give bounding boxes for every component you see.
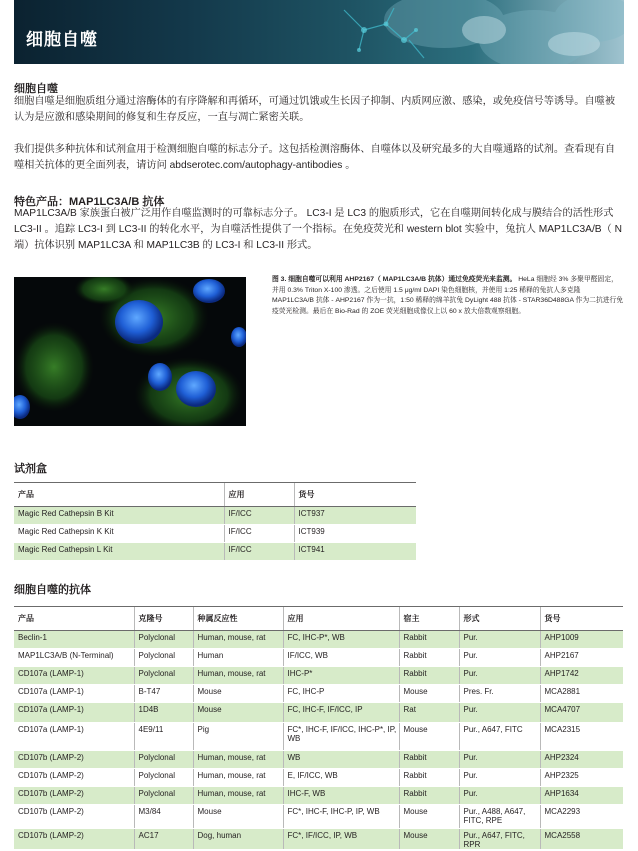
table-cell: IF/ICC, WB [283,649,399,667]
table-cell: MCA2558 [540,829,623,850]
table-cell: 1D4B [134,703,193,723]
ab-col-catalog: 货号 [540,607,623,631]
table-cell: FC*, IHC-F, IHC-P, IP, WB [283,805,399,829]
table-row [14,829,623,850]
table-row [14,631,623,649]
table-cell: Human, mouse, rat [193,631,283,649]
table-cell: Pres. Fr. [459,685,540,703]
table-cell: Pur. [459,769,540,787]
table-cell: Polyclonal [134,751,193,769]
kits-table [14,482,416,561]
table-cell: Polyclonal [134,649,193,667]
figure-caption [272,275,624,317]
table-cell: ICT939 [294,525,416,543]
ab-col-reactivity: 种属反应性 [193,607,283,631]
ab-col-application: 应用 [283,607,399,631]
table-cell: MCA2315 [540,723,623,751]
header-banner [14,0,624,64]
table-cell: MAP1LC3A/B (N-Terminal) [14,649,134,667]
table-cell: Magic Red Cathepsin K Kit [14,525,224,543]
table-cell: Pur. [459,751,540,769]
table-row [14,525,416,543]
table-cell: Polyclonal [134,667,193,685]
kits-col-application: 应用 [224,483,294,507]
table-cell: MCA4707 [540,703,623,723]
table-cell: Mouse [193,685,283,703]
table-cell: MCA2881 [540,685,623,703]
table-cell: FC, IHC-P [283,685,399,703]
kits-col-catalog: 货号 [294,483,416,507]
table-cell: Rabbit [399,649,459,667]
table-cell: AHP1742 [540,667,623,685]
table-cell: IF/ICC [224,543,294,561]
table-cell: Magic Red Cathepsin L Kit [14,543,224,561]
table-cell: Mouse [193,703,283,723]
table-cell: Pur. [459,667,540,685]
table-cell: Rabbit [399,667,459,685]
table-cell: Pur. [459,787,540,805]
table-cell: Human, mouse, rat [193,787,283,805]
ab-col-format: 形式 [459,607,540,631]
table-cell: FC*, IHC-F, IF/ICC, IHC-P*, IP, WB [283,723,399,751]
table-cell: AHP2167 [540,649,623,667]
micrograph-image [14,277,246,426]
table-row [14,667,623,685]
table-cell: Rabbit [399,769,459,787]
featured-heading: 特色产品：MAP1LC3A/B 抗体 [14,196,165,208]
table-cell: Dog, human [193,829,283,850]
table-cell: Pur., A647, FITC [459,723,540,751]
table-cell: Rabbit [399,751,459,769]
fluorescence-micrograph [14,277,246,426]
intro-paragraph-1: 细胞自噬是细胞质组分通过溶酶体的有序降解和再循环，可通过饥饿或生长因子抑制、内质网应激、感染，或免疫信号等诱导。自噬被认为是应激和感染期间的修复和生存反应，一直与凋亡紧密关联。 [14,96,616,123]
kits-col-product: 产品 [14,483,224,507]
table-cell: FC*, IF/ICC, IP, WB [283,829,399,850]
table-cell: FC, IHC-F, IF/ICC, IP [283,703,399,723]
table-row [14,649,623,667]
ab-col-product: 产品 [14,607,134,631]
table-cell: Pur., A647, FITC, RPR [459,829,540,850]
table-cell: CD107b (LAMP-2) [14,751,134,769]
table-row [14,703,623,723]
table-cell: IF/ICC [224,525,294,543]
table-cell: Polyclonal [134,631,193,649]
table-cell: CD107a (LAMP-1) [14,685,134,703]
table-cell: ICT941 [294,543,416,561]
table-cell: CD107b (LAMP-2) [14,805,134,829]
table-cell: Mouse [399,685,459,703]
table-cell: CD107a (LAMP-1) [14,703,134,723]
table-cell: Mouse [399,805,459,829]
antibodies-heading: 细胞自噬的抗体 [14,584,91,596]
table-cell: CD107a (LAMP-1) [14,667,134,685]
table-cell: Human, mouse, rat [193,667,283,685]
kits-heading: 试剂盒 [14,463,47,475]
table-cell: Human [193,649,283,667]
banner-title: 细胞自噬 [26,30,98,49]
table-cell: AHP1009 [540,631,623,649]
table-cell: CD107b (LAMP-2) [14,829,134,850]
table-cell: Mouse [399,723,459,751]
table-cell: IF/ICC [224,507,294,525]
table-cell: FC, IHC-P*, WB [283,631,399,649]
kits-table-header [14,483,416,507]
table-cell: AC17 [134,829,193,850]
table-cell: Magic Red Cathepsin B Kit [14,507,224,525]
table-cell: AHP2325 [540,769,623,787]
table-cell: IHC-F, WB [283,787,399,805]
ab-col-host: 宿主 [399,607,459,631]
table-row [14,787,623,805]
table-cell: 4E9/11 [134,723,193,751]
figure-caption-title: 图 3. 细胞自噬可以利用 AHP2167（ MAP1LC3A/B 抗体）通过免疫荧光来监测。 [272,276,517,283]
table-row [14,507,416,525]
table-cell: Human, mouse, rat [193,769,283,787]
table-cell: Pig [193,723,283,751]
table-cell: M3/84 [134,805,193,829]
table-cell: CD107b (LAMP-2) [14,787,134,805]
table-cell: MCA2293 [540,805,623,829]
table-cell: Pur. [459,703,540,723]
table-cell: Pur., A488, A647, FITC, RPE [459,805,540,829]
table-cell: Rabbit [399,787,459,805]
intro-paragraph-2: 我们提供多种抗体和试剂盒用于检测细胞自噬的标志分子。这包括检测溶酶体、自噬体以及研究最多的大自噬通路的试剂。查看现有自噬相关抗体的更全面列表，请访问 abdserotec.com/autophagy-antibodies 。 [14,144,616,171]
table-cell: WB [283,751,399,769]
intro-heading: 细胞自噬 [14,83,58,95]
table-cell: AHP1634 [540,787,623,805]
table-row [14,685,623,703]
table-row [14,543,416,561]
ab-col-clone: 克隆号 [134,607,193,631]
featured-paragraph: MAP1LC3A/B 家族蛋白被广泛用作自噬监测时的可靠标志分子。 LC3-I 是 LC3 的胞质形式，它在自噬期间转化成与膜结合的活性形式 LC3-II 。追踪 LC3-I 到 LC3-II 的转化水平，为自噬活性提供了一个指标。在免疫荧光和 western blot 实验中，兔抗人 MAP1LC3A/B（ N 端）抗体识别 MAP1LC3A 和 MAP1LC3B 的 LC3-I 和 LC3-II 形式。 [14,208,622,251]
table-cell: Human, mouse, rat [193,751,283,769]
table-cell: IHC-P* [283,667,399,685]
table-row [14,805,623,829]
antibodies-table-header [14,607,623,631]
table-cell: Pur. [459,649,540,667]
table-cell: Rabbit [399,631,459,649]
table-cell: Mouse [193,805,283,829]
antibodies-table [14,606,623,850]
table-cell: CD107b (LAMP-2) [14,769,134,787]
table-cell: B-T47 [134,685,193,703]
table-cell: ICT937 [294,507,416,525]
table-cell: Pur. [459,631,540,649]
table-row [14,723,623,751]
table-cell: AHP2324 [540,751,623,769]
table-row [14,769,623,787]
table-cell: Polyclonal [134,787,193,805]
table-cell: E, IF/ICC, WB [283,769,399,787]
table-cell: Polyclonal [134,769,193,787]
table-cell: Beclin-1 [14,631,134,649]
table-cell: Rat [399,703,459,723]
figure-caption-text: HeLa 细胞经 3% 多聚甲醛固定，并用 0.3% Triton X-100 渗透。之后使用 1.5 μg/ml DAPI 染色细胞核，并使用 1:25 稀释的兔抗人多克隆 MAP1LC3A/B 抗体 - AHP2167 作为一抗，1:50 稀释的绵羊抗兔 DyLight 488 抗体 - STAR36D488GA 作为二抗进行免疫荧光检测。最后在 Bio-Rad 的 ZOE 荧光细胞成像仪上以 60 x 放大倍数观察细胞。 [272,276,624,315]
table-cell: CD107a (LAMP-1) [14,723,134,751]
banner-background-graphic [14,0,624,64]
table-cell: Mouse [399,829,459,850]
table-row [14,751,623,769]
